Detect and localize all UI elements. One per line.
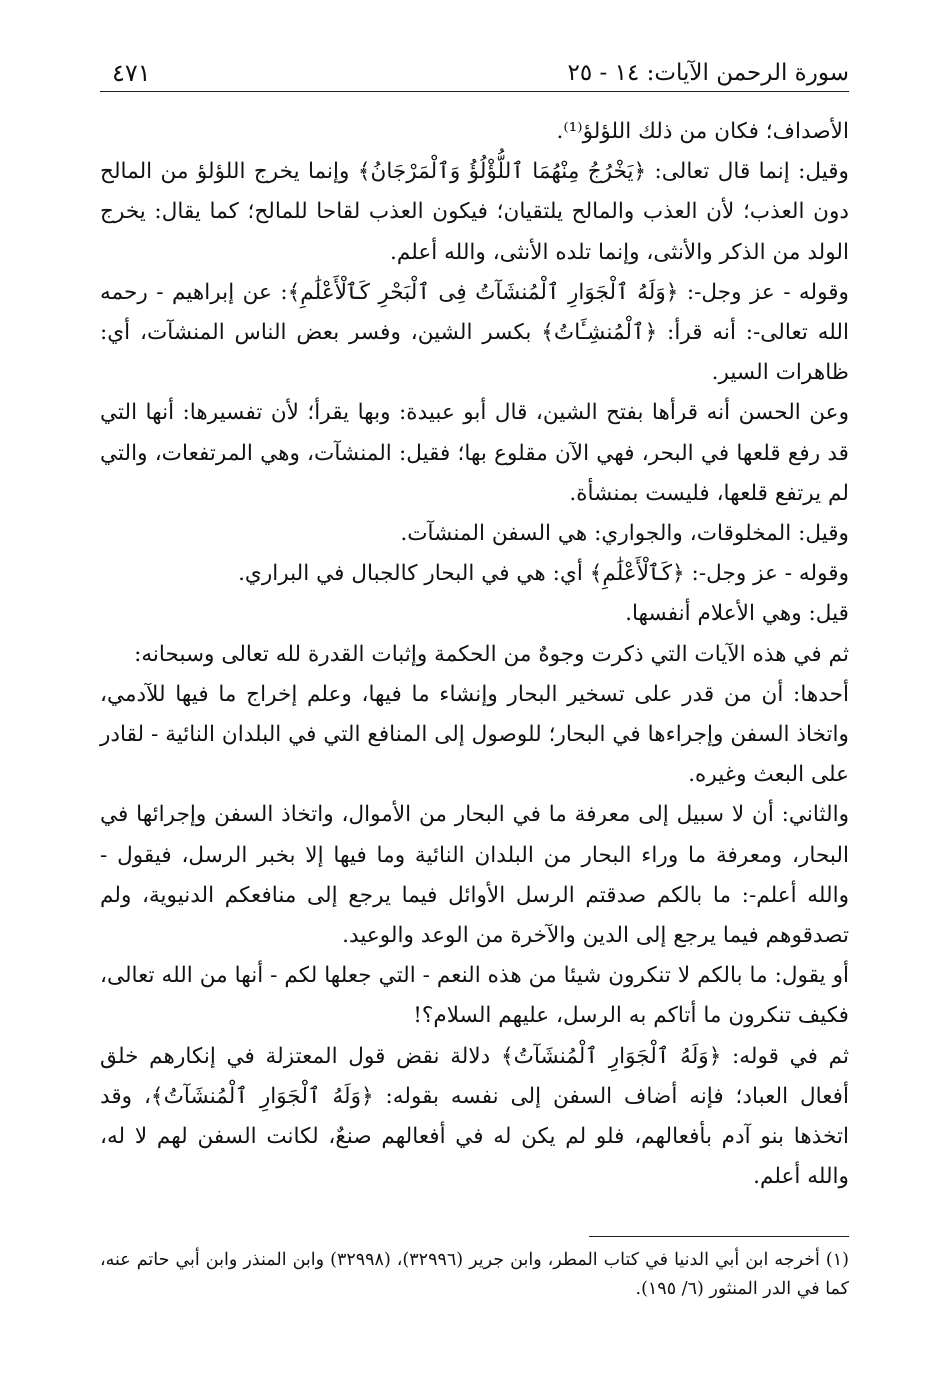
paragraph: وعن الحسن أنه قرأها بفتح الشين، قال أبو عبيدة: وبها يقرأ؛ لأن تفسيرها: أنها التي قد رفع قلعها في البحر، فهي الآن مقلوع بها؛ فقيل: المنشآت، وهي المرتفعات، والتي لم يرتفع قلعها، فليست بمنشأة. (100, 400, 849, 506)
paragraph: أحدها: أن من قدر على تسخير البحار وإنشاء ما فيها، وعلم إخراج ما فيها للآدمي، واتخاذ السفن وإجراءها في البحار؛ للوصول إلى المنافع التي في البلدان النائية - لقادر على البعث وغيره. (100, 681, 849, 788)
paragraph: ثم في قوله: ﴿وَلَهُ ٱلْجَوَارِ ٱلْمُنشَآتُ﴾ دلالة نقض قول المعتزلة في إنكارهم خلق أفعال العباد؛ فإنه أضاف السفن إلى نفسه بقوله: ﴿وَلَهُ ٱلْجَوَارِ ٱلْمُنشَآتُ﴾، وقد اتخذها بنو آدم بأفعالهم، فلو لم يكن له في أفعالهم صنعٌ، لكانت السفن لهم لا له، والله أعلم. (100, 1043, 849, 1190)
paragraph: وقوله - عز وجل-: ﴿وَلَهُ ٱلْجَوَارِ ٱلْمُنشَآتُ فِى ٱلْبَحْرِ كَٱلْأَعْلَٰمِ﴾: عن إبراهيم - رحمه الله تعالى-: أنه قرأ: ﴿ٱلْمُنشِـَٔاتُ﴾ بكسر الشين، وفسر بعض الناس المنشآت، أي: ظاهرات السير. (100, 279, 849, 386)
paragraph: والثاني: أن لا سبيل إلى معرفة ما في البحار من الأموال، واتخاذ السفن وإجرائها في البحار، ومعرفة ما وراء البحار من البلدان النائية وما فيها إلا بخبر الرسل، فيقول - والله أعلم-: ما بالكم صدقتم الرسل الأوائل فيما يرجع إلى منافعكم الدنيوية، ولم تصدقوهم فيما يرجع إلى الدين والآخرة من الوعد والوعيد. (100, 802, 849, 949)
chapter-title: سورة الرحمن الآيات: ١٤ - ٢٥ (567, 60, 849, 86)
paragraph: قيل: وهي الأعلام أنفسها. (625, 601, 849, 627)
paragraph: وقيل: المخلوقات، والجواري: هي السفن المنشآت. (400, 521, 849, 547)
paragraph: الأصداف؛ فكان من ذلك اللؤلؤ⁽¹⁾. (556, 119, 849, 144)
paragraph: وقيل: إنما قال تعالى: ﴿يَخْرُجُ مِنْهُمَا ٱللُّؤْلُؤُ وَٱلْمَرْجَانُ﴾ وإنما يخرج اللؤلؤ من المالح دون العذب؛ لأن العذب والمالح يلتقيان؛ فيكون العذب لقاحا للمالح؛ كما يقال: يخرج الولد من الذكر والأنثى، وإنما تلده الأنثى، والله أعلم. (100, 159, 849, 265)
main-text (100, 112, 849, 1197)
paragraph: وقوله - عز وجل-: ﴿كَٱلْأَعْلَٰمِ﴾ أي: هي في البحار كالجبال في البراري. (238, 561, 849, 587)
running-header (100, 56, 849, 92)
page-number: ٤٧١ (112, 59, 151, 87)
footnote-divider (589, 1236, 849, 1237)
paragraph: ثم في هذه الآيات التي ذكرت وجوهٌ من الحكمة وإثبات القدرة لله تعالى وسبحانه: (134, 641, 849, 667)
footnote: (١) أخرجه ابن أبي الدنيا في كتاب المطر، وابن جرير (٣٢٩٩٦)، (٣٢٩٩٨) وابن المنذر وابن أبي حاتم عنه، كما في الدر المنثور (٦/ ١٩٥). (100, 1250, 849, 1299)
paragraph: أو يقول: ما بالكم لا تنكرون شيئا من هذه النعم - التي جعلها لكم - أنها من الله تعالى، فكيف تنكرون ما أتاكم به الرسل، عليهم السلام؟! (100, 963, 849, 1029)
